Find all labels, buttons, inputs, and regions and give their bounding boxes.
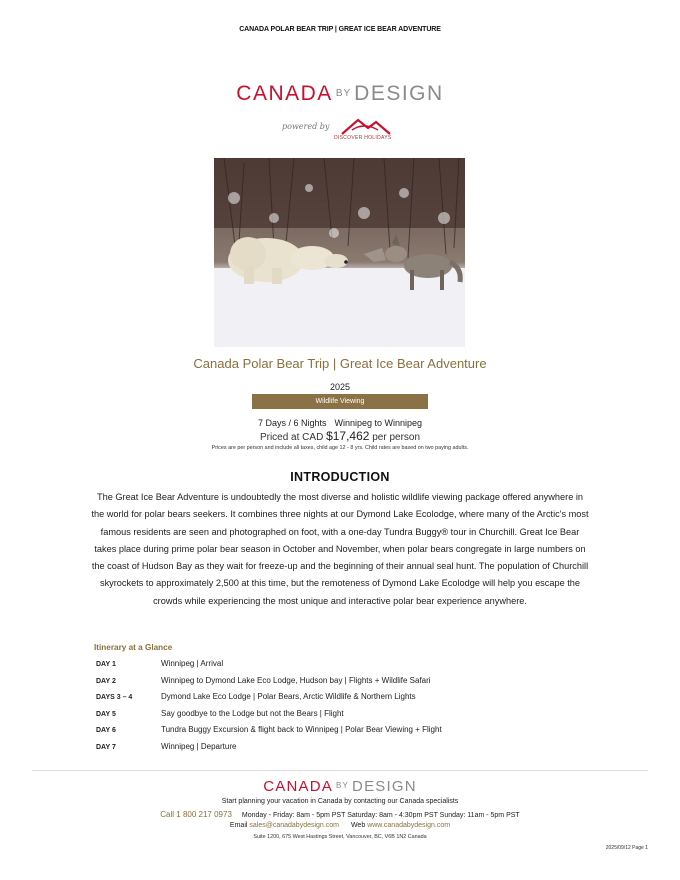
- logo-design: DESIGN: [354, 82, 444, 105]
- email-link[interactable]: sales@canadabydesign.com: [249, 822, 339, 829]
- mountain-logo-icon: [338, 116, 394, 136]
- phone-link[interactable]: Call 1 800 217 0973: [160, 810, 232, 819]
- canada-by-design-logo[interactable]: [0, 82, 680, 106]
- page-number: 2025/09/12 Page 1: [605, 845, 648, 851]
- price-amount: $17,462: [326, 429, 370, 443]
- partner-name: DISCOVER HOLIDAYS: [334, 135, 392, 141]
- footer-divider: [32, 770, 648, 771]
- hero-photo-polar-bear-wolf: [214, 158, 465, 347]
- footer-tagline: Start planning your vacation in Canada by contacting our Canada specialists: [221, 798, 459, 805]
- business-hours: Monday - Friday: 8am - 5pm PST Saturday: 8am - 4:30pm PST Sunday: 11am - 5pm PST: [241, 812, 520, 819]
- footer-logo-canada: CANADA: [263, 778, 333, 795]
- email-label: Email: [229, 822, 248, 829]
- footer-logo-design: DESIGN: [352, 778, 417, 795]
- price-fine-print: Prices are per person and include all taxes, child age 12 - 8 yrs. Child rates are based on two paying adults.: [211, 445, 469, 451]
- web-link[interactable]: www.canadabydesign.com: [367, 822, 451, 829]
- web-label: Web: [350, 822, 366, 829]
- footer-email-web: [0, 822, 680, 829]
- introduction-heading: INTRODUCTION: [290, 470, 390, 484]
- itinerary-row: [96, 676, 616, 693]
- price-suffix: per person: [372, 432, 421, 443]
- trip-title: Canada Polar Bear Trip | Great Ice Bear Adventure: [193, 356, 487, 371]
- logo-by: BY: [335, 88, 352, 99]
- itinerary-row: [96, 659, 616, 676]
- powered-by-logo: [282, 116, 402, 146]
- itinerary-day: DAYS 3 – 4: [96, 694, 133, 701]
- footer-contact: [0, 810, 680, 819]
- itinerary-desc: Winnipeg | Arrival: [161, 659, 224, 668]
- trip-year: 2025: [329, 382, 351, 392]
- itinerary-list: [96, 659, 616, 758]
- trip-route: Winnipeg to Winnipeg: [334, 418, 423, 428]
- itinerary-day: DAY 2: [96, 677, 116, 685]
- trip-price: [0, 429, 680, 443]
- itinerary-day: DAY 5: [96, 710, 116, 718]
- itinerary-row: [96, 725, 616, 742]
- powered-by-text: powered by: [282, 122, 330, 131]
- itinerary-row: [96, 692, 616, 709]
- footer-logo-by: BY: [335, 781, 350, 790]
- price-prefix: Priced at CAD: [259, 432, 324, 443]
- itinerary-row: [96, 742, 616, 759]
- itinerary-day: DAY 7: [96, 743, 116, 751]
- footer-logo[interactable]: [0, 778, 680, 795]
- itinerary-desc: Winnipeg | Departure: [161, 741, 237, 751]
- itinerary-desc: Dymond Lake Eco Lodge | Polar Bears, Arctic Wildlife & Northern Lights: [161, 692, 416, 701]
- itinerary-desc: Winnipeg to Dymond Lake Eco Lodge, Hudson bay | Flights + Wildlife Safari: [161, 675, 431, 685]
- itinerary-desc: Tundra Buggy Excursion & flight back to Winnipeg | Polar Bear Viewing + Flight: [161, 725, 442, 734]
- page-header-title: CANADA POLAR BEAR TRIP | GREAT ICE BEAR ADVENTURE: [239, 26, 441, 33]
- itinerary-day: DAY 6: [96, 727, 116, 734]
- itinerary-row: [96, 709, 616, 726]
- category-badge: Wildlife Viewing: [252, 394, 428, 409]
- footer-address: Suite 1200, 675 West Hastings Street, Vancouver, BC, V6B 1N2 Canada: [253, 834, 427, 840]
- trip-duration: 7 Days / 6 Nights: [257, 418, 327, 428]
- itinerary-heading: Itinerary at a Glance: [94, 643, 173, 652]
- logo-canada: CANADA: [236, 82, 333, 105]
- itinerary-day: DAY 1: [96, 661, 116, 668]
- trip-duration-route: [0, 418, 680, 428]
- itinerary-desc: Say goodbye to the Lodge but not the Bears | Flight: [161, 708, 344, 718]
- introduction-text: The Great Ice Bear Adventure is undoubtedly the most diverse and holistic wildlife viewing package offered anywhere in the world for polar bears seekers. It combines three nights at our Dymond Lake Ecolodge, where many of the Arctic's most famous residents are seen and photographed on foot, with a one-day Tundra Buggy® tour in Churchill. Great Ice Bear takes place during prime polar bear season in October and November, when polar bears congregate in large numbers on the coast of Hudson Bay as they wait for freeze-up and the beginning of their annual seal hunt. The population of Churchill skyrockets to approximately 2,500 at this time, but the remoteness of Dymond Lake Ecolodge will help you escape the crowds while experiencing the most unique and interactive polar bear experience anywhere.: [91, 492, 589, 606]
